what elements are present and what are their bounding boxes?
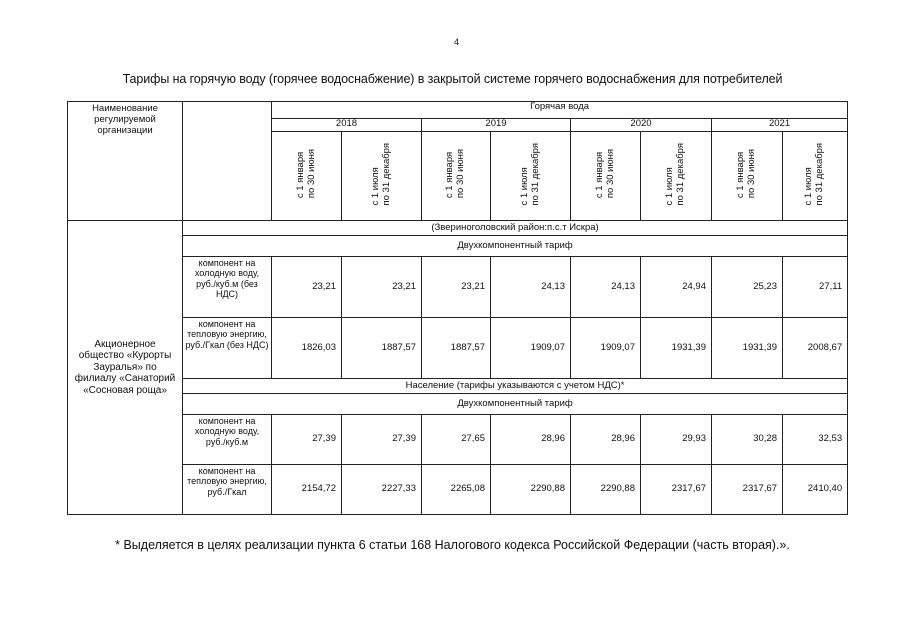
value-cell: 2290,88 bbox=[571, 465, 641, 515]
value-cell: 27,39 bbox=[272, 415, 342, 465]
year-2018: 2018 bbox=[272, 119, 422, 132]
value-cell: 2410,40 bbox=[783, 465, 848, 515]
value-cell: 24,13 bbox=[491, 257, 571, 318]
table-row bbox=[68, 318, 848, 379]
tariff-type-row: Двухкомпонентный тариф bbox=[183, 394, 848, 415]
org-header: Наименование регулируемой организации bbox=[68, 102, 183, 221]
value-cell: 1826,03 bbox=[272, 318, 342, 379]
period-header: с 1 января по 30 июня bbox=[712, 132, 783, 221]
table-row bbox=[68, 465, 848, 515]
period-header: с 1 июля по 31 декабря bbox=[641, 132, 712, 221]
value-cell: 2265,08 bbox=[422, 465, 491, 515]
year-2019: 2019 bbox=[422, 119, 571, 132]
period-header: с 1 июля по 31 декабря bbox=[783, 132, 848, 221]
value-cell: 1931,39 bbox=[641, 318, 712, 379]
value-cell: 1909,07 bbox=[491, 318, 571, 379]
table-row bbox=[68, 257, 848, 318]
tariff-table bbox=[67, 101, 848, 515]
value-cell: 24,94 bbox=[641, 257, 712, 318]
period-header: с 1 июля по 31 декабря bbox=[342, 132, 422, 221]
year-2020: 2020 bbox=[571, 119, 712, 132]
tariff-type-row: Двухкомпонентный тариф bbox=[183, 236, 848, 257]
value-cell: 27,39 bbox=[342, 415, 422, 465]
year-2021: 2021 bbox=[712, 119, 848, 132]
value-cell: 23,21 bbox=[422, 257, 491, 318]
blank-header-cell bbox=[183, 102, 272, 221]
value-cell: 28,96 bbox=[491, 415, 571, 465]
component-label: компонент на холодную воду, руб./куб.м (без НДС) bbox=[183, 257, 272, 318]
table-row bbox=[68, 415, 848, 465]
page-number: 4 bbox=[454, 37, 460, 47]
value-cell: 1909,07 bbox=[571, 318, 641, 379]
value-cell: 2008,67 bbox=[783, 318, 848, 379]
value-cell: 2317,67 bbox=[641, 465, 712, 515]
value-cell: 23,21 bbox=[342, 257, 422, 318]
period-header: с 1 июля по 31 декабря bbox=[491, 132, 571, 221]
value-cell: 24,13 bbox=[571, 257, 641, 318]
value-cell: 32,53 bbox=[783, 415, 848, 465]
period-header: с 1 января по 30 июня bbox=[272, 132, 342, 221]
value-cell: 30,28 bbox=[712, 415, 783, 465]
value-cell: 29,93 bbox=[641, 415, 712, 465]
value-cell: 28,96 bbox=[571, 415, 641, 465]
value-cell: 1887,57 bbox=[422, 318, 491, 379]
hot-water-header: Горячая вода bbox=[272, 102, 848, 119]
period-header: с 1 января по 30 июня bbox=[422, 132, 491, 221]
organization-name: Акционерное общество «Курорты Зауралья» по филиалу «Санаторий «Сосновая роща» bbox=[68, 221, 183, 515]
period-header: с 1 января по 30 июня bbox=[571, 132, 641, 221]
value-cell: 2317,67 bbox=[712, 465, 783, 515]
component-label: компонент на тепловую энергию, руб./Гкал bbox=[183, 465, 272, 515]
value-cell: 23,21 bbox=[272, 257, 342, 318]
value-cell: 25,23 bbox=[712, 257, 783, 318]
component-label: компонент на тепловую энергию, руб./Гкал (без НДС) bbox=[183, 318, 272, 379]
value-cell: 1887,57 bbox=[342, 318, 422, 379]
value-cell: 27,65 bbox=[422, 415, 491, 465]
component-label: компонент на холодную воду, руб./куб.м bbox=[183, 415, 272, 465]
value-cell: 2290,88 bbox=[491, 465, 571, 515]
population-heading: Население (тарифы указываются с учетом НДС)* bbox=[183, 379, 848, 394]
document-title: Тарифы на горячую воду (горячее водоснабжение) в закрытой системе горячего водоснабжения для потребителей bbox=[122, 72, 783, 86]
value-cell: 2227,33 bbox=[342, 465, 422, 515]
footnote: * Выделяется в целях реализации пункта 6 статьи 168 Налогового кодекса Российской Федерации (часть вторая).». bbox=[115, 538, 790, 552]
location-row: (Звериноголовский район:п.с.т Искра) bbox=[183, 221, 848, 236]
value-cell: 27,11 bbox=[783, 257, 848, 318]
value-cell: 1931,39 bbox=[712, 318, 783, 379]
value-cell: 2154,72 bbox=[272, 465, 342, 515]
